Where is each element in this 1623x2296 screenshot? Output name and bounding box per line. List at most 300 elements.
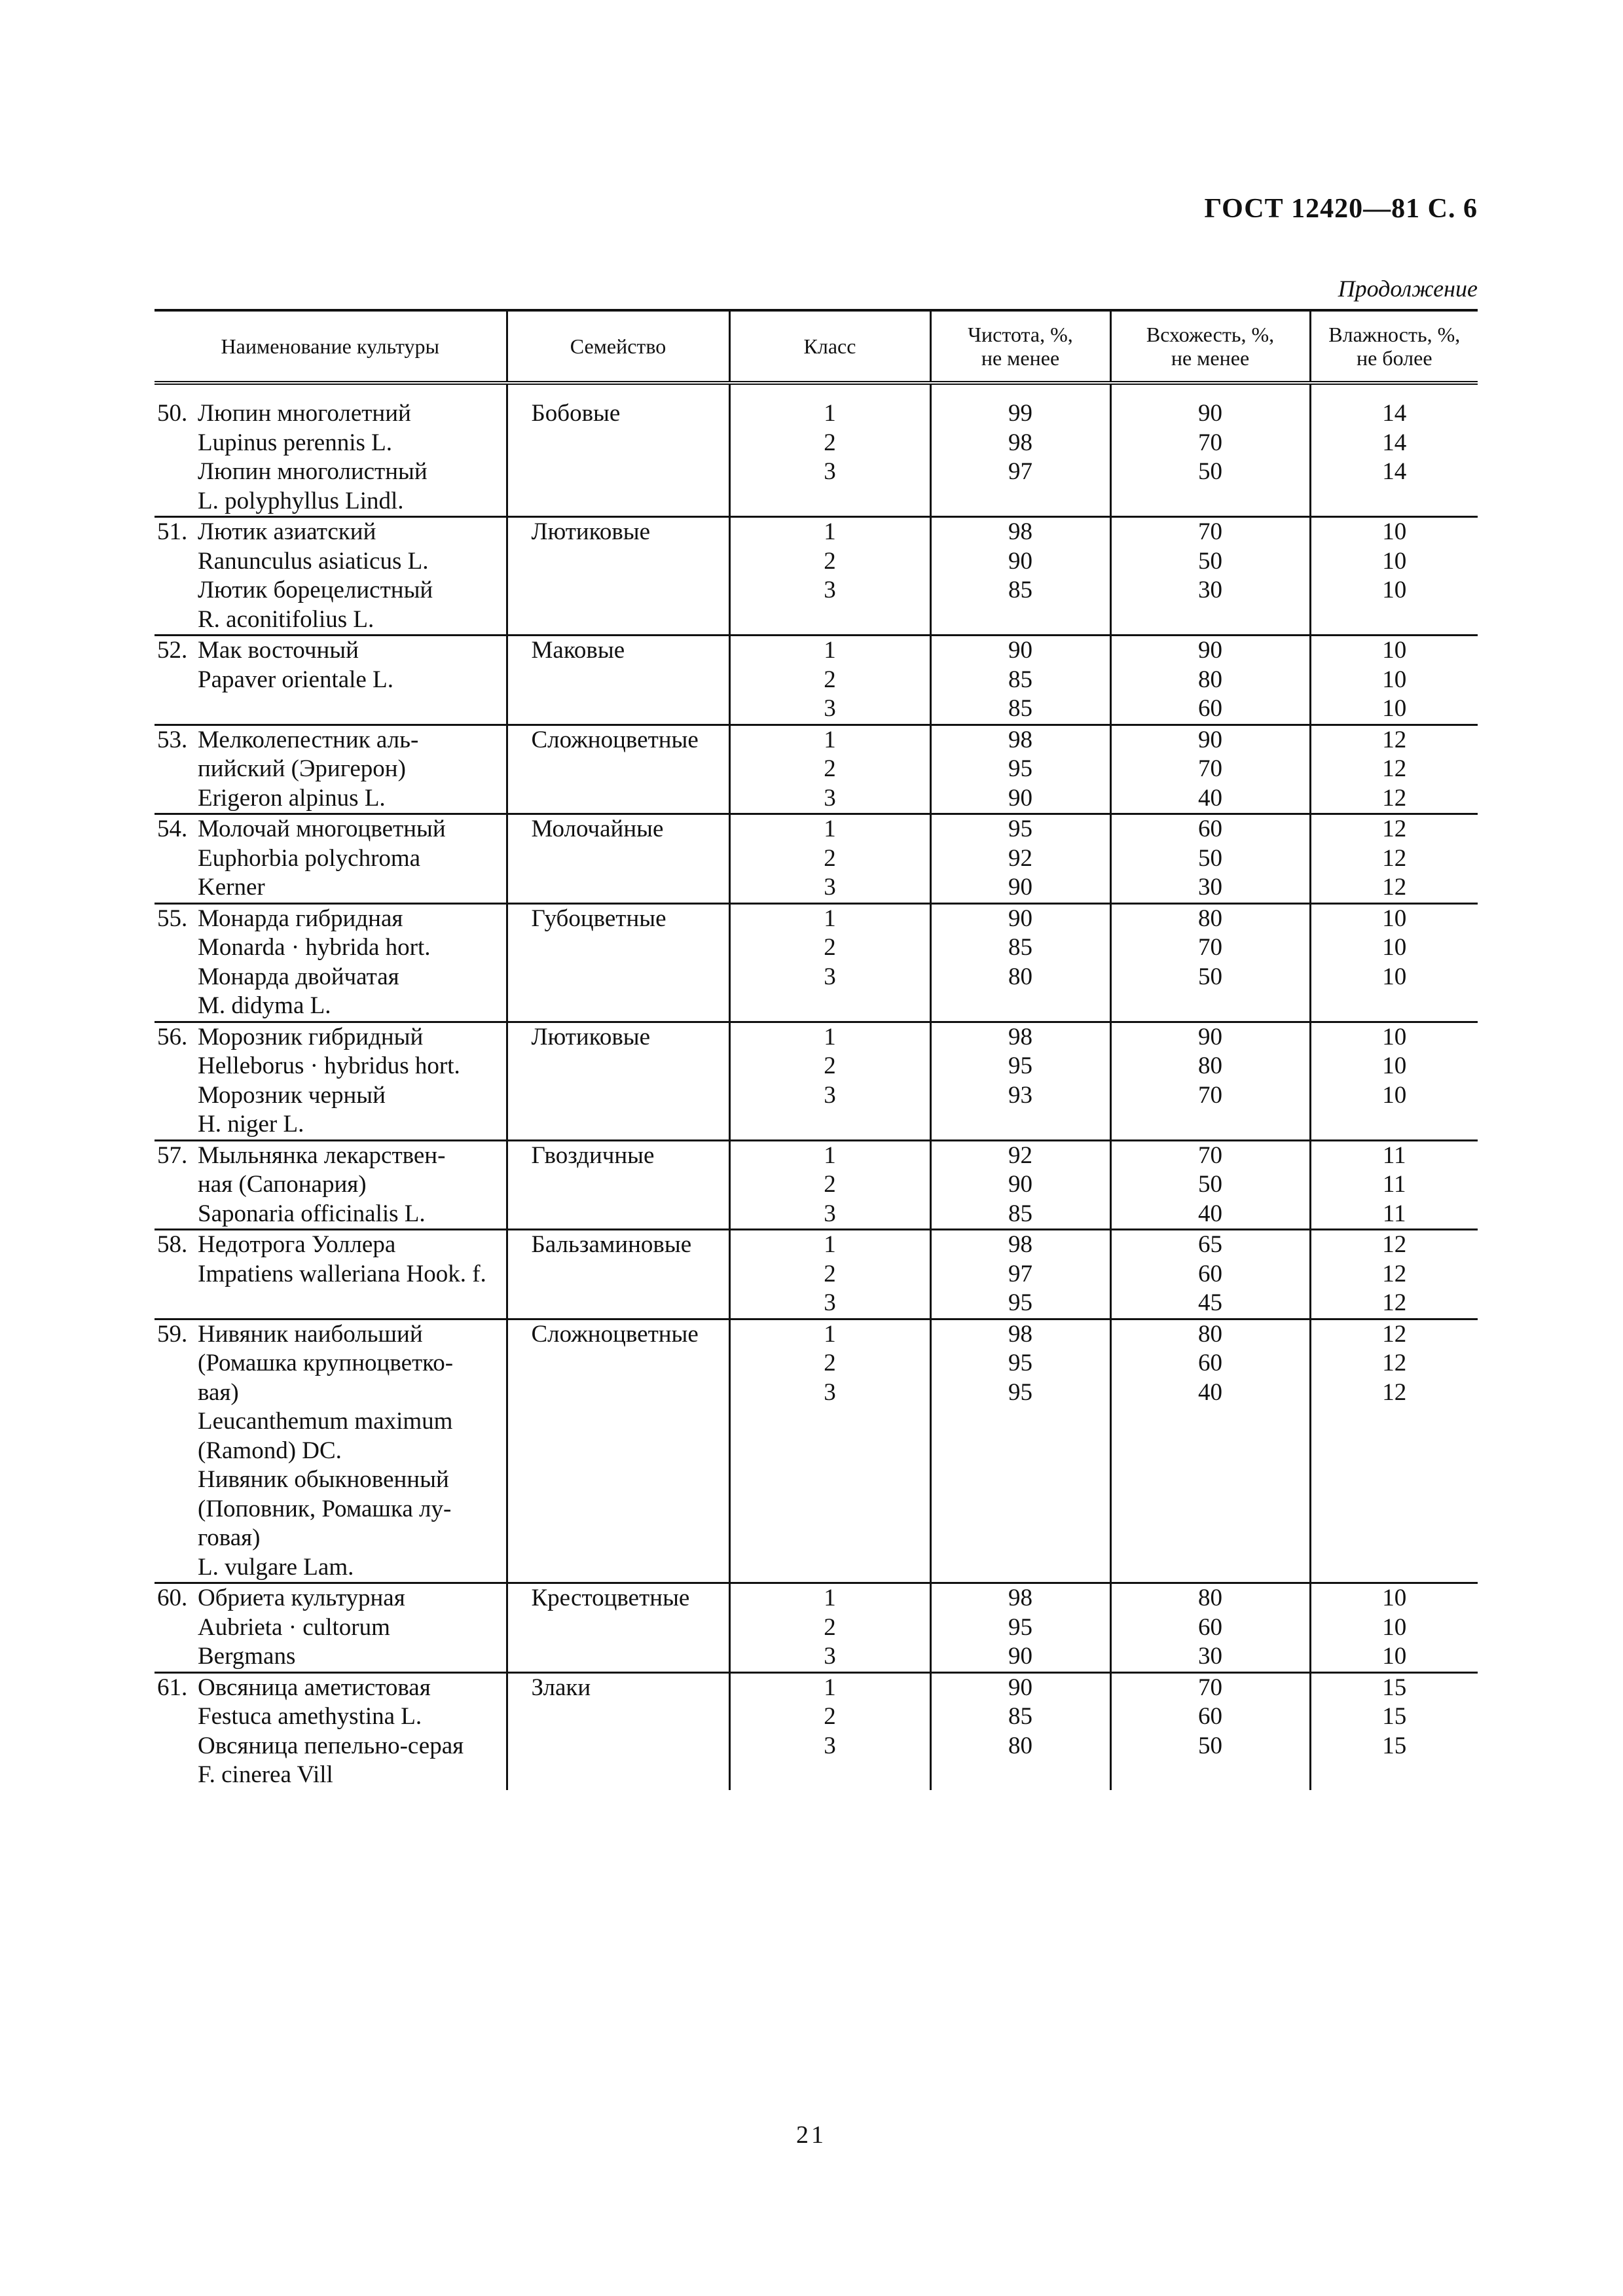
cell-line: 50 [1198, 458, 1222, 485]
cell-line: 12 [1382, 755, 1407, 782]
cell-line: 2 [824, 1052, 836, 1079]
cell-line: 50 [1198, 1171, 1222, 1198]
cell-line: 1 [824, 1141, 836, 1169]
cell-line: 92 [1008, 1141, 1032, 1169]
cell-line: 80 [1198, 1052, 1222, 1079]
cell-line: 95 [1008, 1378, 1032, 1406]
cell-line: Мелколепестник аль- [198, 726, 419, 753]
cell-line: Bergmans [198, 1643, 296, 1670]
cell-line: 90 [1008, 1171, 1032, 1198]
cell-line: 3 [824, 784, 836, 812]
cell-line: 10 [1382, 905, 1407, 932]
cell-line: 60 [1198, 1260, 1222, 1287]
cell-germination [1110, 383, 1310, 517]
cell-culture-name [155, 1319, 507, 1583]
document-header: ГОСТ 12420—81 С. 6 [1204, 194, 1478, 224]
cell-line: 90 [1198, 400, 1222, 427]
cell-purity [930, 383, 1110, 517]
cell-line: 10 [1382, 1023, 1407, 1050]
cell-line: 12 [1382, 784, 1407, 812]
cell-germination [1110, 725, 1310, 814]
cell-family: Гвоздичные [507, 1140, 729, 1230]
cell-family: Лютиковые [507, 1022, 729, 1140]
cell-class [729, 1022, 930, 1140]
cell-class [729, 1319, 930, 1583]
cell-line: 11 [1382, 1171, 1406, 1198]
cell-line: 50 [1198, 1732, 1222, 1759]
cell-line: 3 [824, 963, 836, 990]
cell-line: 2 [824, 1703, 836, 1730]
cell-line: 12 [1382, 1350, 1407, 1376]
cell-line: (Ромашка крупноцветко- [198, 1350, 454, 1376]
row-number: 54. [157, 816, 188, 842]
cell-line: вая) [198, 1378, 239, 1406]
cell-line: Ranunculus asiaticus L. [198, 547, 429, 575]
cell-line: 70 [1198, 934, 1222, 961]
row-number: 53. [157, 726, 188, 753]
cell-family: Сложноцветные [507, 1319, 729, 1583]
cell-culture-name [155, 814, 507, 904]
cell-line: Морозник черный [198, 1081, 386, 1109]
cell-line: 2 [824, 429, 836, 456]
row-number: 58. [157, 1231, 188, 1258]
cell-line: 40 [1198, 1378, 1222, 1406]
cell-line: 60 [1198, 1703, 1222, 1730]
cell-culture-name [155, 383, 507, 517]
cell-line: Kerner [198, 874, 265, 901]
cell-line: Люпин многолистный [198, 458, 428, 485]
table-row [155, 1319, 1478, 1583]
cell-class [729, 814, 930, 904]
cell-line: Люпин многолетний [198, 400, 411, 427]
cell-line: 30 [1198, 577, 1222, 603]
cell-purity [930, 1583, 1110, 1673]
cell-moisture [1310, 383, 1478, 517]
cell-line: 2 [824, 666, 836, 693]
cell-line: 12 [1382, 874, 1407, 901]
cell-line: 3 [824, 1200, 836, 1227]
cell-line: 3 [824, 577, 836, 603]
cell-family: Маковые [507, 636, 729, 725]
cell-line: 10 [1382, 547, 1407, 575]
cell-line: 10 [1382, 1585, 1407, 1611]
row-number: 61. [157, 1674, 188, 1701]
cell-line: 85 [1008, 577, 1032, 603]
continuation-label: Продолжение [1338, 276, 1478, 302]
cell-line: 90 [1008, 1674, 1032, 1701]
cell-culture-name [155, 1022, 507, 1140]
cell-line: 40 [1198, 784, 1222, 812]
cell-line: 1 [824, 1320, 836, 1348]
cell-culture-name [155, 1230, 507, 1319]
row-number: 51. [157, 518, 188, 545]
cell-line: 10 [1382, 666, 1407, 693]
row-number: 50. [157, 400, 188, 427]
row-number: 60. [157, 1585, 188, 1611]
cell-line: 70 [1198, 429, 1222, 456]
cell-line: 95 [1008, 1052, 1032, 1079]
cell-family: Бальзаминовые [507, 1230, 729, 1319]
cell-line: Монарда гибридная [198, 905, 403, 932]
cell-line: 14 [1382, 429, 1407, 456]
cell-line: 95 [1008, 1350, 1032, 1376]
cell-class [729, 903, 930, 1022]
cell-line: 15 [1382, 1732, 1407, 1759]
cell-family: Сложноцветные [507, 725, 729, 814]
cell-line: 60 [1198, 1350, 1222, 1376]
cell-family: Молочайные [507, 814, 729, 904]
cell-line: 1 [824, 726, 836, 753]
cell-line: 2 [824, 1613, 836, 1641]
cell-line: 50 [1198, 547, 1222, 575]
cell-class [729, 1140, 930, 1230]
cell-line: 70 [1198, 1081, 1222, 1109]
cell-line: 85 [1008, 1703, 1032, 1730]
cell-class [729, 517, 930, 636]
cell-line: 80 [1008, 963, 1032, 990]
cell-line: 90 [1008, 784, 1032, 812]
cell-line: 99 [1008, 400, 1032, 427]
cell-line: 65 [1198, 1231, 1222, 1258]
cell-moisture [1310, 725, 1478, 814]
cell-line: 98 [1008, 1231, 1032, 1258]
col-header-germination [1110, 310, 1310, 383]
cell-class [729, 1583, 930, 1673]
table-header-row [155, 310, 1478, 383]
cell-line: пийский (Эригерон) [198, 755, 406, 782]
table-row [155, 1140, 1478, 1230]
cell-line: 70 [1198, 1141, 1222, 1169]
cell-line: 50 [1198, 844, 1222, 872]
col-header-line: Влажность, %, [1328, 323, 1461, 346]
col-header-family: Семейство [507, 310, 729, 383]
page-number: 21 [796, 2121, 826, 2149]
cell-line: 98 [1008, 518, 1032, 545]
cell-family: Злаки [507, 1672, 729, 1790]
seed-quality-table [155, 309, 1478, 1790]
cell-germination [1110, 1022, 1310, 1140]
col-header-purity [930, 310, 1110, 383]
cell-line: Impatiens walleriana Hook. f. [198, 1260, 486, 1287]
cell-line: 90 [1008, 905, 1032, 932]
cell-line: M. didyma L. [198, 992, 331, 1019]
cell-line: 95 [1008, 816, 1032, 842]
cell-purity [930, 1022, 1110, 1140]
cell-line: 1 [824, 1585, 836, 1611]
cell-line: 2 [824, 934, 836, 961]
cell-line: 92 [1008, 844, 1032, 872]
cell-line: 30 [1198, 1643, 1222, 1670]
col-header-name: Наименование культуры [155, 310, 507, 383]
table-row [155, 636, 1478, 725]
cell-line: 30 [1198, 874, 1222, 901]
cell-line: 15 [1382, 1674, 1407, 1701]
cell-moisture [1310, 1319, 1478, 1583]
cell-purity [930, 725, 1110, 814]
cell-germination [1110, 1319, 1310, 1583]
cell-line: 10 [1382, 1643, 1407, 1670]
cell-line: 12 [1382, 1260, 1407, 1287]
cell-germination [1110, 1230, 1310, 1319]
cell-line: 97 [1008, 458, 1032, 485]
cell-line: 98 [1008, 429, 1032, 456]
cell-line: говая) [198, 1524, 261, 1551]
cell-line: 3 [824, 1732, 836, 1759]
cell-line: 1 [824, 816, 836, 842]
cell-line: 3 [824, 458, 836, 485]
cell-culture-name [155, 636, 507, 725]
cell-line: 85 [1008, 666, 1032, 693]
cell-purity [930, 1672, 1110, 1790]
cell-class [729, 1672, 930, 1790]
cell-line: Papaver orientale L. [198, 666, 393, 693]
table-row [155, 814, 1478, 904]
cell-moisture [1310, 1583, 1478, 1673]
cell-line: L. polyphyllus Lindl. [198, 487, 404, 514]
cell-purity [930, 1319, 1110, 1583]
cell-line: 3 [824, 1378, 836, 1406]
cell-line: Мыльнянка лекарствен- [198, 1141, 446, 1169]
cell-line: 98 [1008, 1023, 1032, 1050]
col-header-line: не менее [981, 346, 1060, 370]
cell-line: 60 [1198, 695, 1222, 722]
cell-line: 1 [824, 637, 836, 664]
col-header-moisture [1310, 310, 1478, 383]
cell-line: 2 [824, 547, 836, 575]
cell-line: 40 [1198, 1200, 1222, 1227]
cell-purity [930, 1230, 1110, 1319]
cell-moisture [1310, 903, 1478, 1022]
cell-line: 95 [1008, 1613, 1032, 1641]
cell-moisture [1310, 1230, 1478, 1319]
cell-culture-name [155, 1672, 507, 1790]
cell-line: 10 [1382, 637, 1407, 664]
cell-germination [1110, 636, 1310, 725]
cell-line: 90 [1198, 726, 1222, 753]
cell-line: 12 [1382, 1289, 1407, 1316]
cell-line: Leucanthemum maximum [198, 1408, 453, 1435]
cell-class [729, 383, 930, 517]
cell-line: 45 [1198, 1289, 1222, 1316]
cell-culture-name [155, 517, 507, 636]
cell-line: 80 [1008, 1732, 1032, 1759]
cell-purity [930, 903, 1110, 1022]
cell-moisture [1310, 1022, 1478, 1140]
col-header-line: Чистота, %, [968, 323, 1073, 346]
cell-line: 90 [1008, 1643, 1032, 1670]
cell-line: 2 [824, 844, 836, 872]
cell-germination [1110, 517, 1310, 636]
cell-line: 1 [824, 905, 836, 932]
cell-line: 93 [1008, 1081, 1032, 1109]
cell-line: 85 [1008, 1200, 1032, 1227]
cell-germination [1110, 814, 1310, 904]
cell-line: Овсяница пепельно-серая [198, 1732, 464, 1759]
cell-line: Festuca amethystina L. [198, 1703, 422, 1730]
row-number: 59. [157, 1320, 188, 1348]
cell-line: 12 [1382, 844, 1407, 872]
cell-line: Lupinus perennis L. [198, 429, 392, 456]
cell-line: 90 [1198, 1023, 1222, 1050]
cell-purity [930, 1140, 1110, 1230]
cell-line: L. vulgare Lam. [198, 1553, 354, 1581]
cell-line: 1 [824, 1674, 836, 1701]
table-body [155, 383, 1478, 1790]
cell-line: 3 [824, 1081, 836, 1109]
cell-line: 97 [1008, 1260, 1032, 1287]
cell-line: 10 [1382, 963, 1407, 990]
cell-line: Морозник гибридный [198, 1023, 424, 1050]
cell-moisture [1310, 1140, 1478, 1230]
cell-family: Крестоцветные [507, 1583, 729, 1673]
cell-line: 10 [1382, 695, 1407, 722]
cell-line: Erigeron alpinus L. [198, 784, 386, 812]
cell-purity [930, 636, 1110, 725]
table-row [155, 1230, 1478, 1319]
cell-line: Мак восточный [198, 637, 359, 664]
cell-line: H. niger L. [198, 1111, 304, 1138]
cell-line: 12 [1382, 1320, 1407, 1348]
cell-moisture [1310, 517, 1478, 636]
cell-line: 98 [1008, 1585, 1032, 1611]
cell-line: 90 [1008, 547, 1032, 575]
cell-line: Обриета культурная [198, 1585, 405, 1611]
cell-class [729, 1230, 930, 1319]
cell-line: 10 [1382, 1613, 1407, 1641]
cell-line: 12 [1382, 816, 1407, 842]
cell-line: 14 [1382, 458, 1407, 485]
cell-line: 1 [824, 518, 836, 545]
cell-line: 1 [824, 400, 836, 427]
cell-line: 98 [1008, 1320, 1032, 1348]
table-row [155, 725, 1478, 814]
cell-line: 80 [1198, 1585, 1222, 1611]
cell-line: 10 [1382, 518, 1407, 545]
col-header-line: не более [1356, 346, 1432, 370]
cell-line: 12 [1382, 1378, 1407, 1406]
cell-family: Губоцветные [507, 903, 729, 1022]
col-header-class: Класс [729, 310, 930, 383]
cell-culture-name [155, 903, 507, 1022]
cell-line: 95 [1008, 755, 1032, 782]
cell-culture-name [155, 1140, 507, 1230]
cell-line: 50 [1198, 963, 1222, 990]
cell-line: Овсяница аметистовая [198, 1674, 431, 1701]
cell-culture-name [155, 725, 507, 814]
cell-line: (Поповник, Ромашка лу- [198, 1495, 452, 1522]
cell-line: 2 [824, 1350, 836, 1376]
cell-line: 1 [824, 1023, 836, 1050]
table-row [155, 1022, 1478, 1140]
cell-line: 12 [1382, 1231, 1407, 1258]
cell-class [729, 725, 930, 814]
cell-line: ная (Сапонария) [198, 1171, 367, 1198]
cell-line: Недотрога Уоллера [198, 1231, 396, 1258]
cell-line: 1 [824, 1231, 836, 1258]
cell-line: Лютик азиатский [198, 518, 376, 545]
cell-line: 90 [1008, 874, 1032, 901]
cell-line: (Ramond) DC. [198, 1437, 342, 1464]
cell-line: Лютик борецелистный [198, 577, 433, 603]
cell-purity [930, 814, 1110, 904]
cell-line: 80 [1198, 905, 1222, 932]
cell-germination [1110, 1672, 1310, 1790]
cell-line: Euphorbia polychroma [198, 844, 421, 872]
cell-line: 80 [1198, 666, 1222, 693]
cell-moisture [1310, 636, 1478, 725]
cell-line: Helleborus · hybridus hort. [198, 1052, 460, 1079]
cell-line: 10 [1382, 577, 1407, 603]
table-row [155, 383, 1478, 517]
cell-line: Нивяник обыкновенный [198, 1466, 449, 1493]
cell-line: 11 [1382, 1200, 1406, 1227]
cell-line: 15 [1382, 1703, 1407, 1730]
cell-line: 2 [824, 755, 836, 782]
cell-family: Лютиковые [507, 517, 729, 636]
row-number: 56. [157, 1023, 188, 1050]
cell-line: 95 [1008, 1289, 1032, 1316]
cell-line: 2 [824, 1171, 836, 1198]
cell-line: 70 [1198, 755, 1222, 782]
table-row [155, 1583, 1478, 1673]
cell-line: Монарда двойчатая [198, 963, 399, 990]
cell-line: 98 [1008, 726, 1032, 753]
cell-line: 3 [824, 1289, 836, 1316]
cell-line: R. aconitifolius L. [198, 605, 374, 633]
cell-line: 90 [1198, 637, 1222, 664]
col-header-line: не менее [1171, 346, 1250, 370]
cell-germination [1110, 1140, 1310, 1230]
cell-line: Aubrieta · cultorum [198, 1613, 390, 1641]
cell-moisture [1310, 814, 1478, 904]
row-number: 55. [157, 905, 188, 932]
cell-line: Monarda · hybrida hort. [198, 934, 431, 961]
cell-line: Saponaria officinalis L. [198, 1200, 426, 1227]
cell-line: 80 [1198, 1320, 1222, 1348]
cell-line: 60 [1198, 816, 1222, 842]
cell-line: 3 [824, 1643, 836, 1670]
row-number: 57. [157, 1141, 188, 1169]
table-row [155, 1672, 1478, 1790]
col-header-line: Всхожесть, %, [1146, 323, 1275, 346]
cell-line: 90 [1008, 637, 1032, 664]
cell-family: Бобовые [507, 383, 729, 517]
cell-line: 10 [1382, 934, 1407, 961]
cell-line: 10 [1382, 1081, 1407, 1109]
cell-line: 85 [1008, 695, 1032, 722]
cell-culture-name [155, 1583, 507, 1673]
cell-line: Молочай многоцветный [198, 816, 446, 842]
cell-purity [930, 517, 1110, 636]
cell-line: 10 [1382, 1052, 1407, 1079]
row-number: 52. [157, 637, 188, 664]
cell-germination [1110, 903, 1310, 1022]
cell-line: 14 [1382, 400, 1407, 427]
cell-moisture [1310, 1672, 1478, 1790]
cell-class [729, 636, 930, 725]
cell-germination [1110, 1583, 1310, 1673]
cell-line: F. cinerea Vill [198, 1761, 333, 1788]
cell-line: 85 [1008, 934, 1032, 961]
cell-line: 12 [1382, 726, 1407, 753]
cell-line: 70 [1198, 518, 1222, 545]
cell-line: 70 [1198, 1674, 1222, 1701]
cell-line: 3 [824, 695, 836, 722]
table-row [155, 517, 1478, 636]
cell-line: 60 [1198, 1613, 1222, 1641]
cell-line: 3 [824, 874, 836, 901]
cell-line: 11 [1382, 1141, 1406, 1169]
